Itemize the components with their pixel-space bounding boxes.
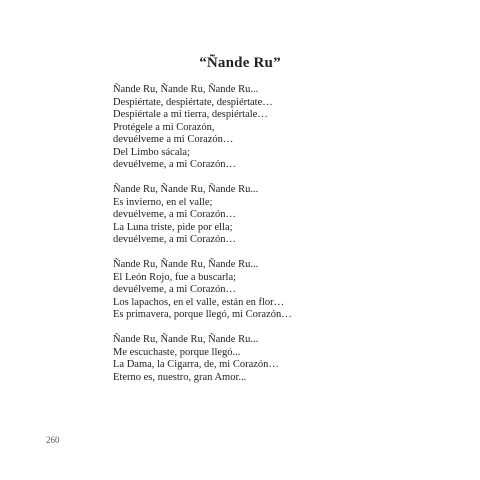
poem-line: Despiértate, despiértate, despiértate…	[113, 96, 273, 108]
poem-line: Del Limbo sácala;	[113, 146, 190, 158]
poem-line: Ñande Ru, Ñande Ru, Ñande Ru...	[113, 84, 259, 95]
poem-line: Despiértale a mi tierra, despiértale…	[113, 109, 268, 120]
poem-line: La Luna triste, pide por ella;	[113, 221, 233, 233]
poem-line: La Dama, la Cigarra, de, mi Corazón…	[113, 359, 279, 370]
poem-line: Me escuchaste, porque llegó...	[113, 346, 241, 358]
poem-line: Protégele a mi Corazón,	[113, 121, 215, 133]
stanza	[113, 184, 433, 247]
poem-line: devuélveme a mi Corazón…	[113, 134, 234, 145]
poem-line: Ñande Ru, Ñande Ru, Ñande Ru...	[113, 259, 259, 270]
poem-line: devuélveme, a mi Corazón…	[113, 159, 237, 170]
page-number: 260	[46, 435, 60, 445]
poem-line: Es primavera, porque llegó, mi Corazón…	[113, 309, 292, 320]
poem-title: “Ñande Ru”	[199, 55, 281, 71]
poem-line: El León Rojo, fue a buscarla;	[113, 271, 237, 283]
poem-line: devuélveme, a mi Corazón…	[113, 234, 237, 245]
stanza	[113, 84, 433, 172]
poem-line: Eterno es, nuestro, gran Amor...	[113, 371, 247, 383]
poem-line: devuélveme, a mi Corazón…	[113, 209, 237, 220]
poem-body	[113, 84, 433, 397]
poem-line: Ñande Ru, Ñande Ru, Ñande Ru...	[113, 184, 259, 195]
stanza	[113, 334, 433, 384]
stanza	[113, 259, 433, 322]
poem-line: Es invierno, en el valle;	[113, 196, 213, 208]
poem-line: Ñande Ru, Ñande Ru, Ñande Ru...	[113, 334, 259, 345]
poem-line: devuélveme, a mi Corazón…	[113, 284, 237, 295]
poem-line: Los lapachos, en el valle, están en flor…	[113, 296, 285, 308]
